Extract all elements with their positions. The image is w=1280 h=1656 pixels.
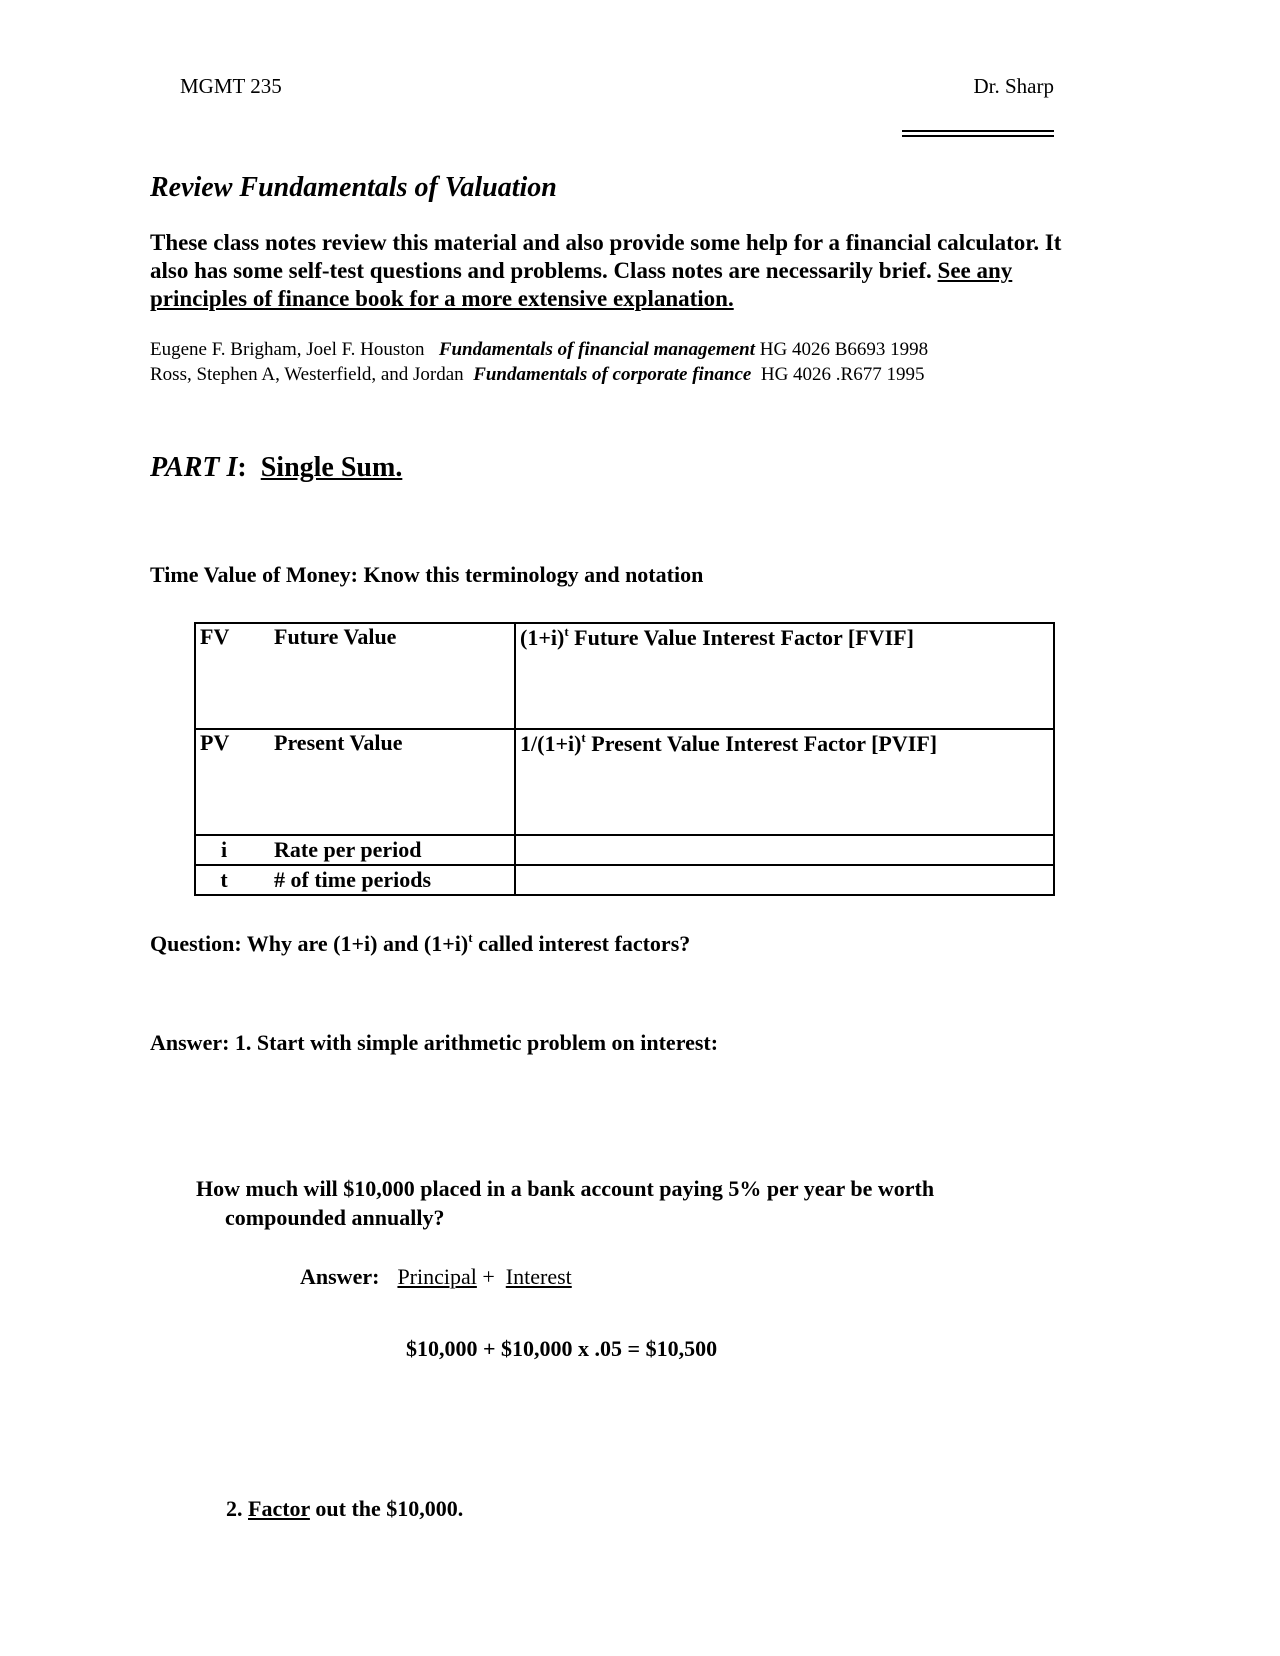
table-row [195, 865, 1054, 895]
equation: $10,000 + $10,000 x .05 = $10,500 [406, 1336, 718, 1361]
answer-intro: Answer: 1. Start with simple arithmetic problem on interest: [150, 1030, 719, 1055]
problem-line: compounded annually? [225, 1205, 445, 1230]
reference-authors: Ross, Stephen A, Westerfield, and Jordan [150, 364, 464, 385]
problem-line: How much will $10,000 placed in a bank account paying 5% per year be worth [196, 1176, 935, 1201]
table-row [195, 835, 1054, 865]
term-formula: 1/(1+i) [520, 731, 582, 756]
formula-cell [515, 835, 1054, 865]
term-formula: (1+i) [520, 625, 565, 650]
terminology-heading: Time Value of Money: Know this terminology and notation [150, 562, 704, 587]
question-prefix: Question: Why are (1+i) and (1+i) [150, 931, 469, 956]
header-rule [902, 130, 1054, 137]
question-suffix: called interest factors? [472, 931, 691, 956]
term-symbol: i [220, 837, 228, 862]
term-cell [195, 729, 515, 835]
course-code: MGMT 235 [180, 74, 282, 98]
answer-principal: Principal [397, 1264, 477, 1289]
table-row [195, 623, 1054, 729]
reference-book: Fundamentals of corporate finance [473, 364, 752, 385]
instructor-name: Dr. Sharp [973, 74, 1054, 98]
reference-list [150, 337, 928, 387]
formula-cell [515, 865, 1054, 895]
terminology-table [194, 622, 1055, 896]
term-exponent: t [581, 730, 586, 745]
formula-cell [515, 623, 1054, 729]
reference-item [150, 362, 928, 387]
term-name: Rate per period [274, 837, 422, 862]
term-cell [195, 835, 515, 865]
term-cell [195, 623, 515, 729]
reference-call-number: HG 4026 B6693 1998 [759, 339, 929, 360]
answer-interest: Interest [505, 1264, 572, 1289]
document-title: Review Fundamentals of Valuation [150, 172, 557, 203]
problem-statement [196, 1174, 1096, 1232]
step-rest: out the $10,000. [309, 1496, 464, 1521]
part-colon: : [237, 452, 247, 483]
reference-item [150, 337, 928, 362]
intro-reference-link: See any principles of finance book for a more extensive explanation. [150, 258, 1013, 311]
table-row [195, 729, 1054, 835]
part-label: PART I [150, 452, 238, 483]
term-name: Future Value [274, 624, 397, 649]
question-exponent: t [468, 930, 473, 945]
term-symbol: PV [200, 730, 230, 755]
answer-plus: + [476, 1264, 501, 1289]
term-description: Future Value Interest Factor [FVIF] [568, 625, 914, 650]
intro-text: These class notes review this material and also provide some help for a financial calculator. It also has some self-test questions and problems. Class notes are necessarily brief. [150, 230, 1062, 283]
term-name: Present Value [274, 730, 403, 755]
question-text [150, 930, 690, 957]
term-cell [195, 865, 515, 895]
term-symbol: FV [200, 624, 230, 649]
term-name: # of time periods [274, 867, 432, 892]
term-exponent: t [564, 624, 569, 639]
answer-label: Answer: [300, 1264, 380, 1289]
reference-call-number: HG 4026 .R677 1995 [760, 364, 925, 385]
formula-cell [515, 729, 1054, 835]
reference-authors: Eugene F. Brigham, Joel F. Houston [150, 339, 425, 360]
step-keyword: Factor [248, 1496, 310, 1521]
step-number: 2. [226, 1496, 248, 1521]
answer-line [300, 1264, 572, 1290]
step-two [226, 1496, 463, 1522]
reference-book: Fundamentals of financial management [438, 339, 755, 360]
intro-paragraph [150, 229, 1100, 313]
term-description: Present Value Interest Factor [PVIF] [585, 731, 938, 756]
part-name: Single Sum. [260, 452, 403, 483]
part-heading [150, 452, 402, 484]
term-symbol: t [220, 867, 228, 892]
